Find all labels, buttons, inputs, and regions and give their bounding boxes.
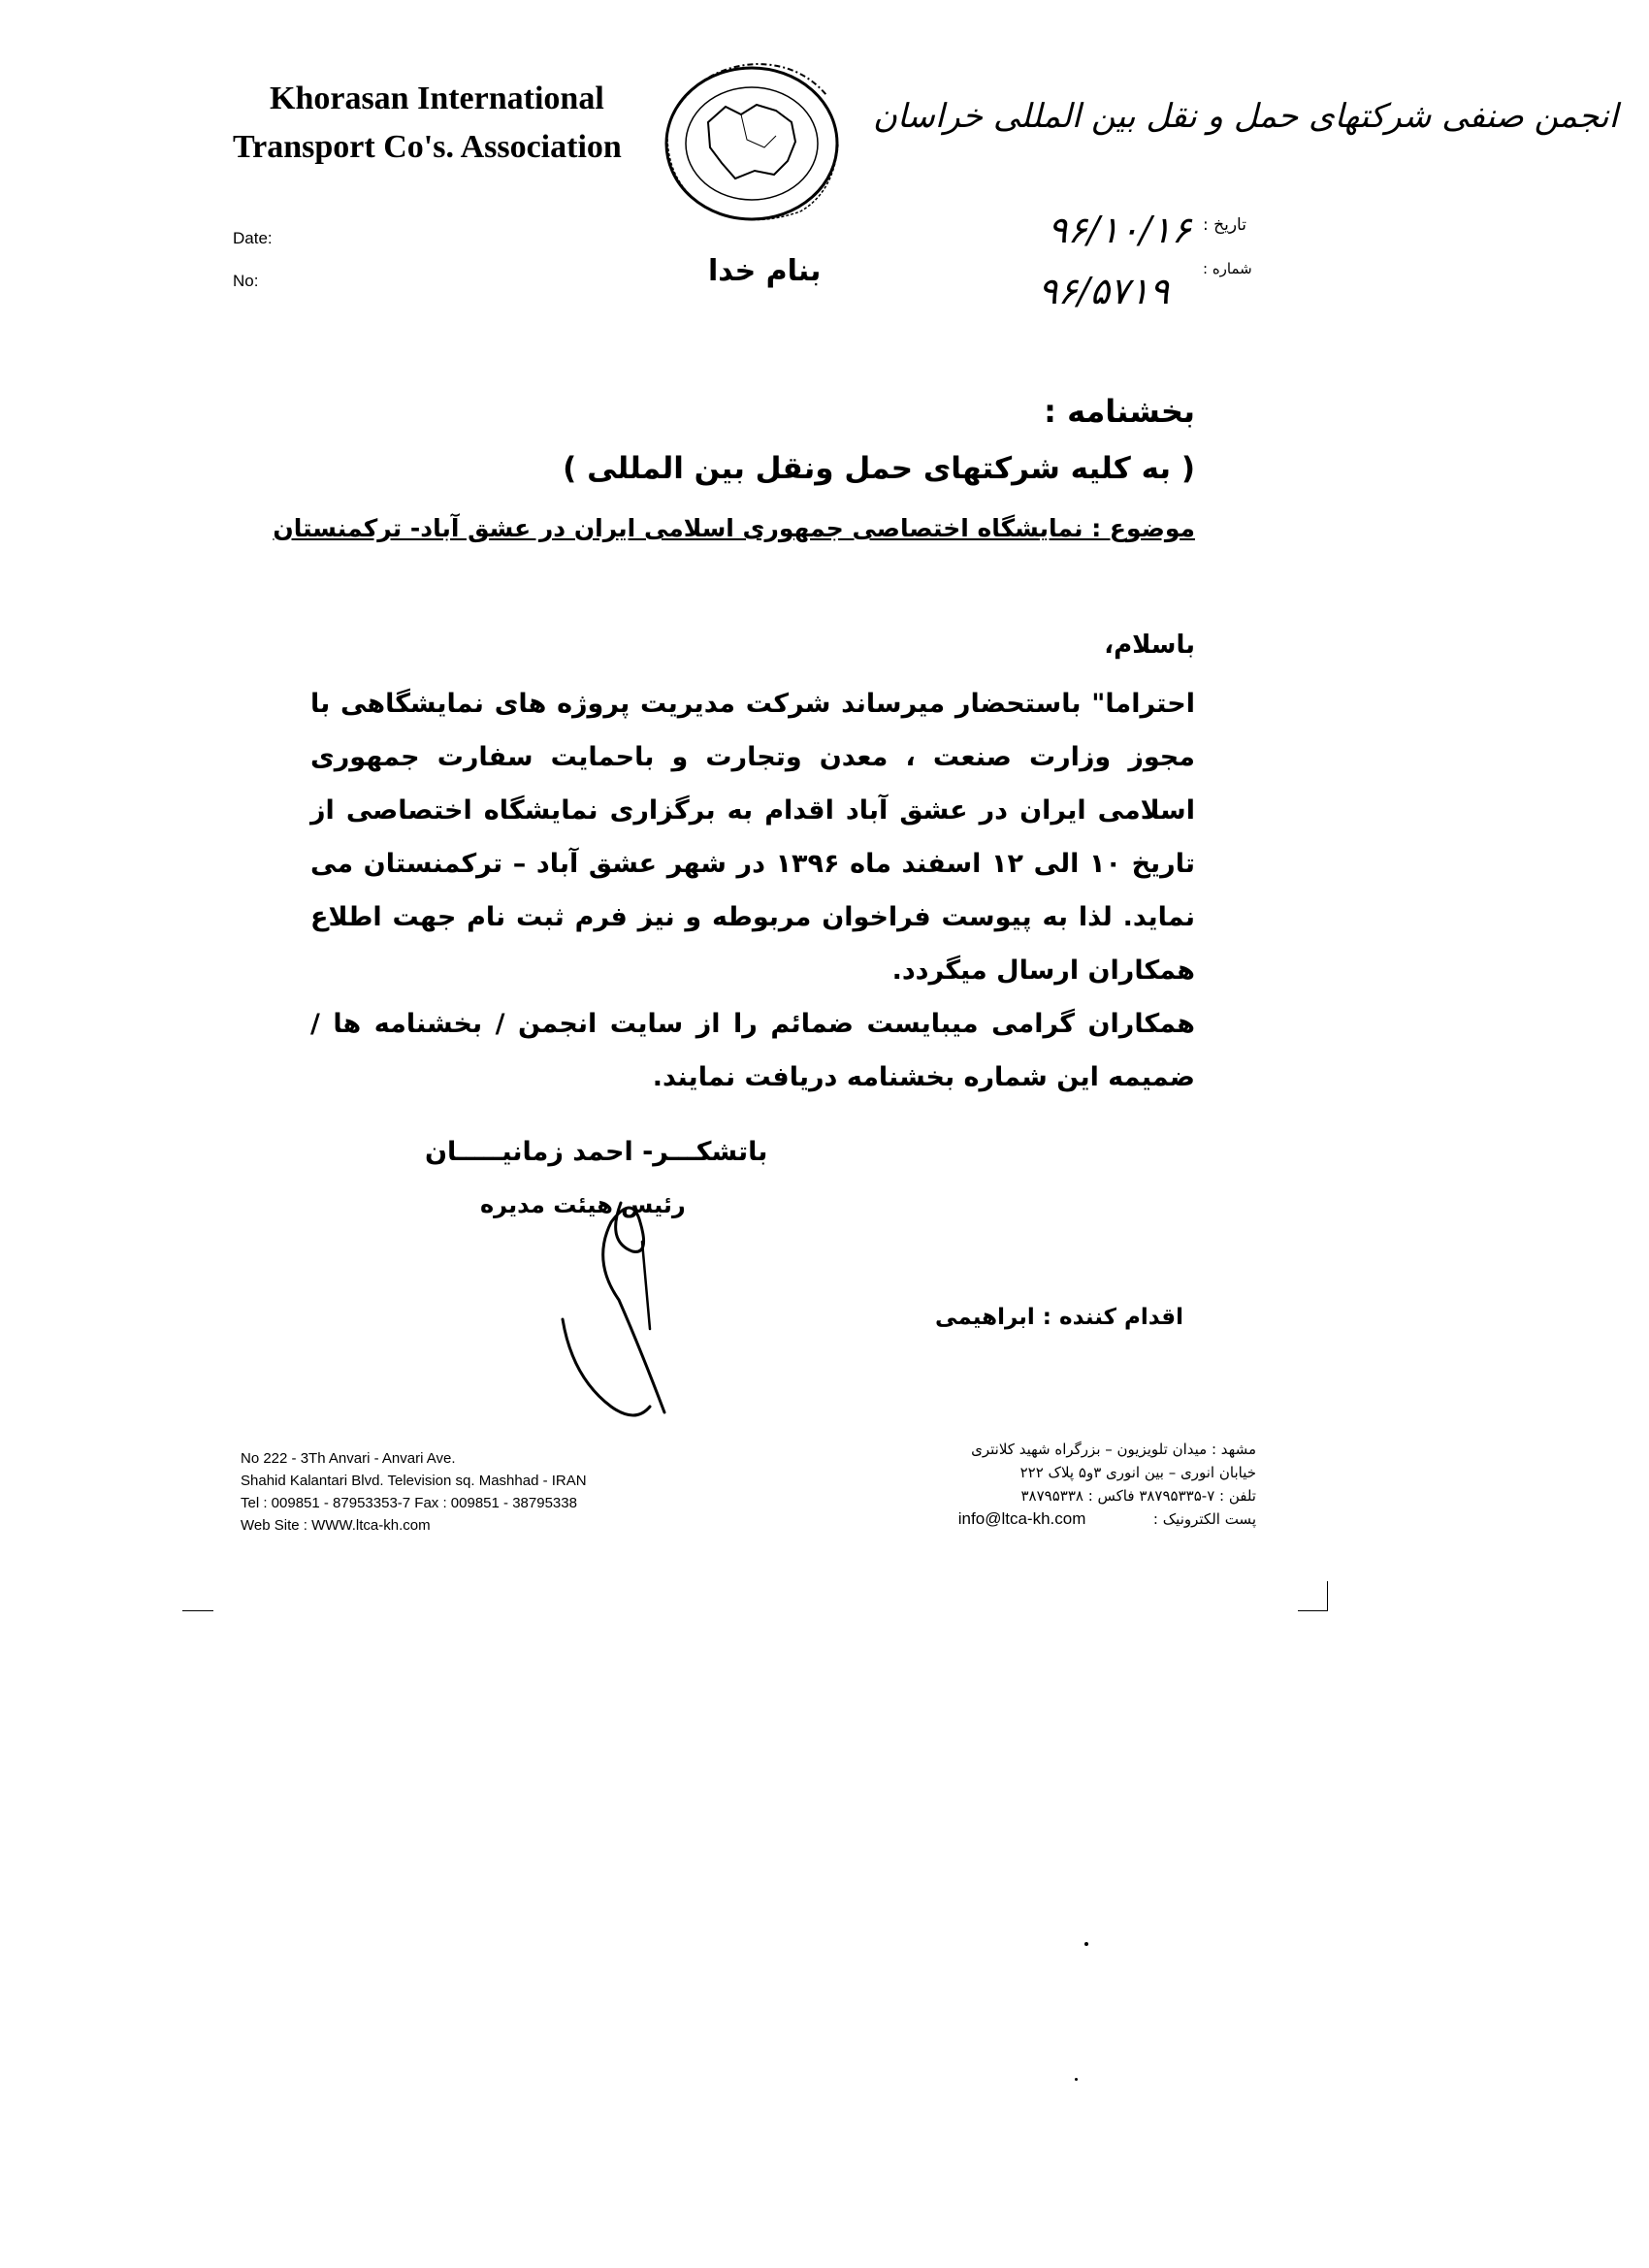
org-name-en-line1: Khorasan International [270,81,604,116]
footer-fa [958,1438,1256,1531]
date-label-fa: تاریخ : [1203,215,1246,235]
signature-icon [504,1183,718,1436]
footer-fa-phone: تلفن : ۷-۳۸۷۹۵۳۳۵ فاکس : ۳۸۷۹۵۳۳۸ [1020,1487,1256,1505]
footer-fa-email-row [958,1507,1256,1531]
crop-mark-right [1298,1581,1328,1611]
scan-speck-2 [1075,2078,1078,2081]
signature-title: رئیس هیئت مدیره [480,1191,686,1218]
seal-icon [640,47,863,231]
scan-speck-1 [1084,1942,1088,1946]
association-seal-emblem [640,47,863,231]
footer-fa-email-label: پست الکترونیک : [1152,1510,1256,1528]
footer-en-address-2: Shahid Kalantari Blvd. Television sq. Mashhad - IRAN [241,1473,587,1489]
footer-en-phone: Tel : 009851 - 87953353-7 Fax : 009851 - 38795338 [241,1495,577,1511]
greeting: باسلام، [1104,631,1195,660]
footer-fa-address-2: خیابان انوری – بین انوری ۳و۵ پلاک ۲۲۲ [1019,1464,1256,1481]
invocation: بنام خدا [708,254,822,288]
recipients-line: ( به کلیه شرکتهای حمل ونقل بین المللی ) [563,451,1195,486]
signature-closing: باتشکـــر- احمد زمانیـــــان [425,1137,768,1167]
body-paragraph-1: احتراما" باستحضار میرساند شرکت مدیریت پروژه های نمایشگاهی با مجوز وزارت صنعت ، معدن وتجارت و باحمایت سفارت جمهوری اسلامی ایران در عشق آباد اقدام به برگزاری نمایشگاه اختصاصی از تاریخ ۱۰ الی ۱۲ اسفند ماه ۱۳۹۶ در شهر عشق آباد – ترکمنستان می نماید. لذا به پیوست فراخوان مربوطه و نیز فرم ثبت نام جهت اطلاع همکاران ارسال میگردد. [310,689,1195,986]
circular-title: بخشنامه : [1044,393,1195,430]
handler-line: اقدام کننده : ابراهیمی [935,1305,1183,1330]
letter-number-value: ۹۶/۵۷۱۹ [1038,270,1170,312]
crop-mark-left [182,1610,213,1611]
footer-en-address-1: No 222 - 3Th Anvari - Anvari Ave. [241,1450,456,1467]
footer-en-website: Web Site : WWW.ltca-kh.com [241,1517,431,1534]
footer-en [241,1447,587,1537]
letter-body [310,677,1195,1104]
handwritten-signature [504,1183,718,1436]
subject-line: موضوع : نمایشگاه اختصاصی جمهوری اسلامی ایران در عشق آباد- ترکمنستان [273,514,1195,542]
footer-email: info@ltca-kh.com [957,1509,1086,1528]
date-value: ۹۶/۱۰/۱۶ [1048,209,1192,251]
number-label-en: No: [233,272,259,290]
footer-fa-address-1: مشهد : میدان تلویزیون – بزرگراه شهید کلانتری [971,1441,1256,1458]
org-name-en-line2: Transport Co's. Association [233,129,622,165]
date-label-en: Date: [233,229,273,247]
org-name-fa: انجمن صنفی شرکتهای حمل و نقل بین المللی خراسان [873,97,1619,136]
body-paragraph-2: همکاران گرامی میبایست ضمائم را از سایت انجمن / بخشنامه ها /ضمیمه این شماره بخشنامه دریافت نمایند. [310,1009,1195,1092]
number-label-fa: شماره : [1203,260,1252,277]
